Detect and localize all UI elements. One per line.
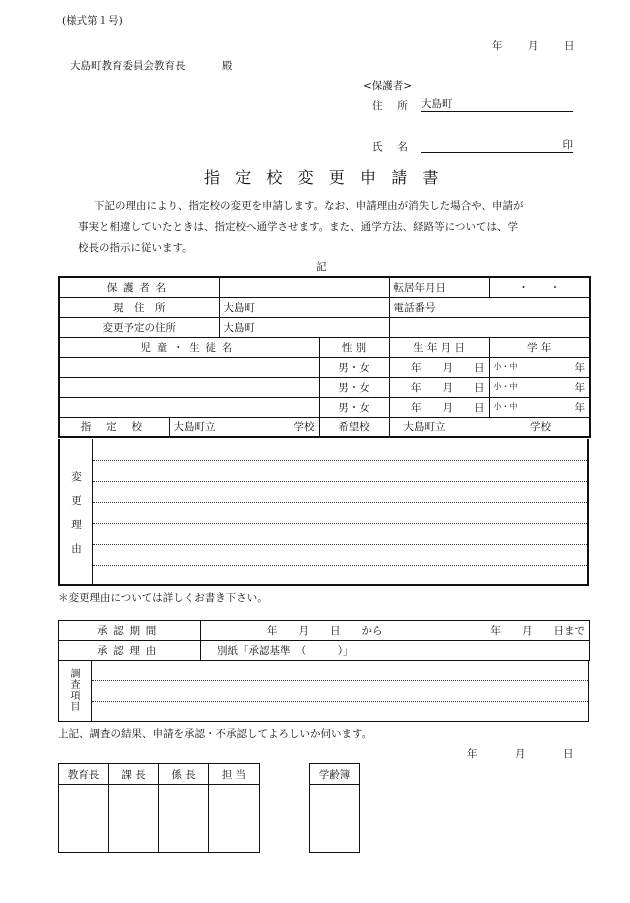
approval-period-label: 承認期間: [59, 621, 201, 641]
stamp-box[interactable]: [159, 785, 209, 853]
gender-choice[interactable]: 男・女: [319, 377, 389, 397]
desired-school-label: 希望校: [319, 417, 389, 437]
ki-mark: 記: [316, 261, 327, 273]
date-day-label: 日: [564, 40, 575, 52]
grade-field[interactable]: 小・中 年: [489, 377, 590, 397]
name-field[interactable]: [421, 137, 573, 153]
stamp-label-superintendent: 教育長: [59, 764, 109, 785]
stamp-box[interactable]: [109, 785, 159, 853]
move-date-label: 転居年月日: [389, 277, 489, 297]
student-name-field[interactable]: [59, 397, 319, 417]
grade-field[interactable]: 小・中 年: [489, 357, 590, 377]
stamp-label-section-chief: 課 長: [109, 764, 159, 785]
honorific: 殿: [222, 60, 233, 72]
application-table: [58, 276, 591, 438]
grade-label: 学 年: [489, 337, 590, 357]
date-month-label: 月: [528, 40, 539, 52]
stamp-box[interactable]: [59, 785, 109, 853]
approval-period-field[interactable]: 年 月 日 から 年 月 日まで: [201, 621, 590, 641]
approval-stamp-table: [58, 763, 260, 853]
current-address-field[interactable]: 大島町: [219, 297, 389, 317]
birthdate-field[interactable]: 年 月 日: [389, 357, 489, 377]
reason-line[interactable]: [93, 481, 587, 482]
student-row: [59, 397, 590, 417]
guardian-name-label: 保護者名: [59, 277, 219, 297]
date-day-label: 日: [563, 748, 574, 760]
date-year-label: 年: [467, 748, 478, 760]
form-title: 指定校変更申請書: [204, 168, 454, 187]
reason-note: ＊変更理由については詳しくお書き下さい。: [58, 592, 268, 604]
reason-label: 変 更 理 由: [60, 439, 93, 584]
stamp-label-registry: 学齢簿: [310, 764, 360, 785]
survey-label: 調 査 項 目: [59, 660, 92, 721]
date-year-label: 年: [492, 40, 503, 52]
addressee: 大島町教育委員会教育長: [70, 60, 186, 72]
phone-label: 電話番号: [393, 301, 436, 314]
gender-choice[interactable]: 男・女: [319, 397, 389, 417]
student-name-field[interactable]: [59, 357, 319, 377]
phone-field[interactable]: [389, 297, 590, 317]
address-value: 大島町: [421, 98, 453, 110]
birthdate-field[interactable]: 年 月 日: [389, 397, 489, 417]
body-text-line-3: 校長の指示に従います。: [78, 242, 193, 254]
reason-line[interactable]: [93, 565, 587, 566]
desired-school-field[interactable]: 大島町立 学校: [389, 417, 590, 437]
closing-text: 上記、調査の結果、申請を承認・不承認してよろしいか伺います。: [58, 728, 373, 740]
survey-box: [58, 660, 589, 722]
address-label: 住 所: [372, 100, 414, 112]
stamp-box[interactable]: [310, 785, 360, 853]
birthdate-label: 生 年 月 日: [389, 337, 489, 357]
registry-stamp-table: [309, 763, 360, 853]
reason-box: [58, 439, 589, 586]
gender-choice[interactable]: 男・女: [319, 357, 389, 377]
stamp-label-subsection-chief: 係 長: [159, 764, 209, 785]
stamp-box[interactable]: [209, 785, 260, 853]
approval-reason-label: 承認理由: [59, 641, 201, 661]
guardian-header: <保護者>: [363, 80, 413, 92]
survey-line[interactable]: [92, 701, 588, 702]
student-row: [59, 377, 590, 397]
student-name-field[interactable]: [59, 377, 319, 397]
form-number: (様式第１号): [62, 15, 123, 27]
guardian-name-field[interactable]: [219, 277, 389, 297]
designated-school-field[interactable]: 大島町立 学校: [169, 417, 319, 437]
stamp-label-staff: 担 当: [209, 764, 260, 785]
address-field[interactable]: [421, 96, 573, 112]
birthdate-field[interactable]: 年 月 日: [389, 377, 489, 397]
designated-school-label: 指 定 校: [59, 417, 169, 437]
student-row: [59, 357, 590, 377]
reason-line[interactable]: [93, 523, 587, 524]
approval-table: [58, 620, 590, 661]
body-text-line-2: 事実と相違していたときは、指定校へ通学させます。また、通学方法、経路等については、学: [78, 221, 518, 233]
body-text-line-1: 下記の理由により、指定校の変更を申請します。なお、申請理由が消失した場合や、申請が: [94, 200, 524, 212]
reason-line[interactable]: [93, 544, 587, 545]
grade-field[interactable]: 小・中 年: [489, 397, 590, 417]
reason-line[interactable]: [93, 502, 587, 503]
gender-label: 性 別: [319, 337, 389, 357]
approval-reason-field[interactable]: 別紙「承認基準 （ ）」: [201, 641, 590, 661]
planned-address-label: 変更予定の住所: [59, 317, 219, 337]
survey-line[interactable]: [92, 680, 588, 681]
seal-mark: 印: [562, 139, 573, 151]
student-name-label: 児童・生徒名: [59, 337, 319, 357]
date-month-label: 月: [515, 748, 526, 760]
reason-line[interactable]: [93, 460, 587, 461]
move-date-field[interactable]: ・ ・: [489, 277, 590, 297]
planned-address-extra[interactable]: [389, 317, 590, 337]
current-address-label: 現 住 所: [59, 297, 219, 317]
name-label: 氏 名: [372, 141, 414, 153]
planned-address-field[interactable]: 大島町: [219, 317, 389, 337]
